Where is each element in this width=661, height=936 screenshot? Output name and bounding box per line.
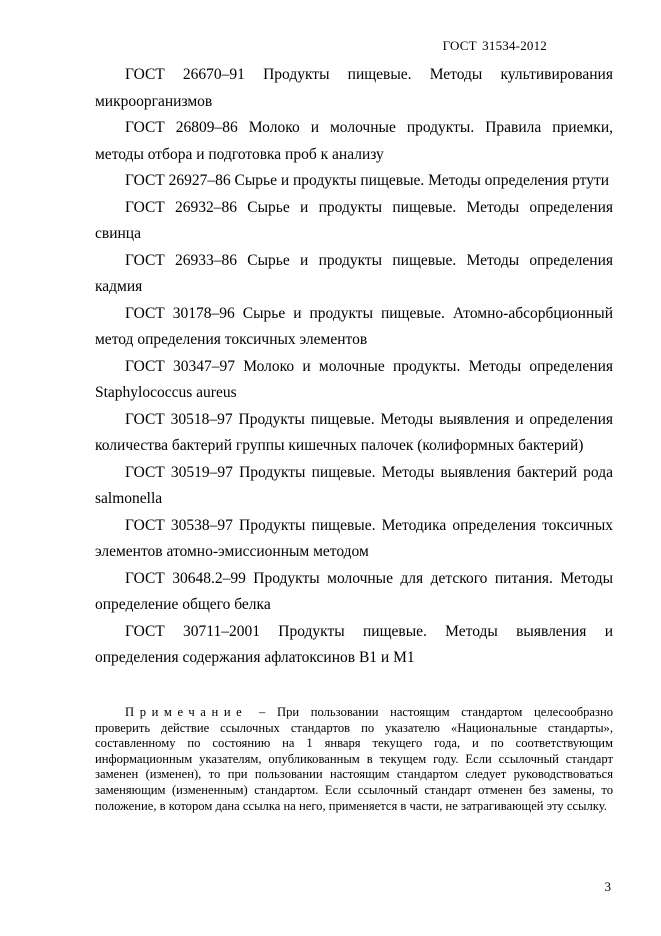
document-code-header: ГОСТ 31534-2012 bbox=[442, 38, 547, 53]
reference-item: ГОСТ 26932–86 Сырье и продукты пищевые. Методы определения свинца bbox=[95, 198, 613, 242]
reference-item: ГОСТ 30178–96 Сырье и продукты пищевые. Атомно-абсорбционный метод определения токсичных элементов bbox=[95, 304, 613, 348]
reference-item: ГОСТ 30518–97 Продукты пищевые. Методы выявления и определения количества бактерий группы кишечных палочек (колиформных бактерий) bbox=[95, 410, 613, 454]
page-number: 3 bbox=[604, 879, 611, 894]
note-text: При пользовании настоящим стандартом целесообразно проверить действие ссылочных стандартов по указателю «Национальные стандарты», составленному по состоянию на 1 января текущего года, и по соответствующим информационным указателям, опубликованным в текущем году. Если ссылочный стандарт заменен (изменен), то при пользовании настоящим стандартом следует руководствоваться заменяющим (измененным) стандартом. Если ссылочный стандарт отменен без замены, то положение, в котором дана ссылка на него, применяется в части, не затрагивающей эту ссылку. bbox=[95, 705, 614, 813]
note-separator: – bbox=[247, 705, 277, 719]
reference-item: ГОСТ 30347–97 Молоко и молочные продукты. Методы определения Staphylococcus aureus bbox=[95, 357, 613, 401]
note-label: Примечание bbox=[125, 705, 248, 719]
reference-item: ГОСТ 26670–91 Продукты пищевые. Методы культивирования микроорганизмов bbox=[95, 66, 613, 110]
reference-item: ГОСТ 26809–86 Молоко и молочные продукты. Правила приемки, методы отбора и подготовка проб к анализу bbox=[95, 119, 613, 163]
normative-references-list bbox=[95, 62, 613, 672]
reference-item: ГОСТ 30538–97 Продукты пищевые. Методика определения токсичных элементов атомно-эмиссионным методом bbox=[95, 516, 613, 560]
reference-item: ГОСТ 26927–86 Сырье и продукты пищевые. Методы определения ртути bbox=[125, 172, 610, 189]
note-paragraph bbox=[95, 705, 613, 814]
reference-item: ГОСТ 26933–86 Сырье и продукты пищевые. Методы определения кадмия bbox=[95, 251, 613, 295]
reference-item: ГОСТ 30711–2001 Продукты пищевые. Методы выявления и определения содержания афлатоксинов В1 и М1 bbox=[95, 622, 613, 666]
reference-item: ГОСТ 30519–97 Продукты пищевые. Методы выявления бактерий рода salmonella bbox=[95, 463, 613, 507]
reference-item: ГОСТ 30648.2–99 Продукты молочные для детского питания. Методы определение общего белка bbox=[95, 569, 613, 613]
